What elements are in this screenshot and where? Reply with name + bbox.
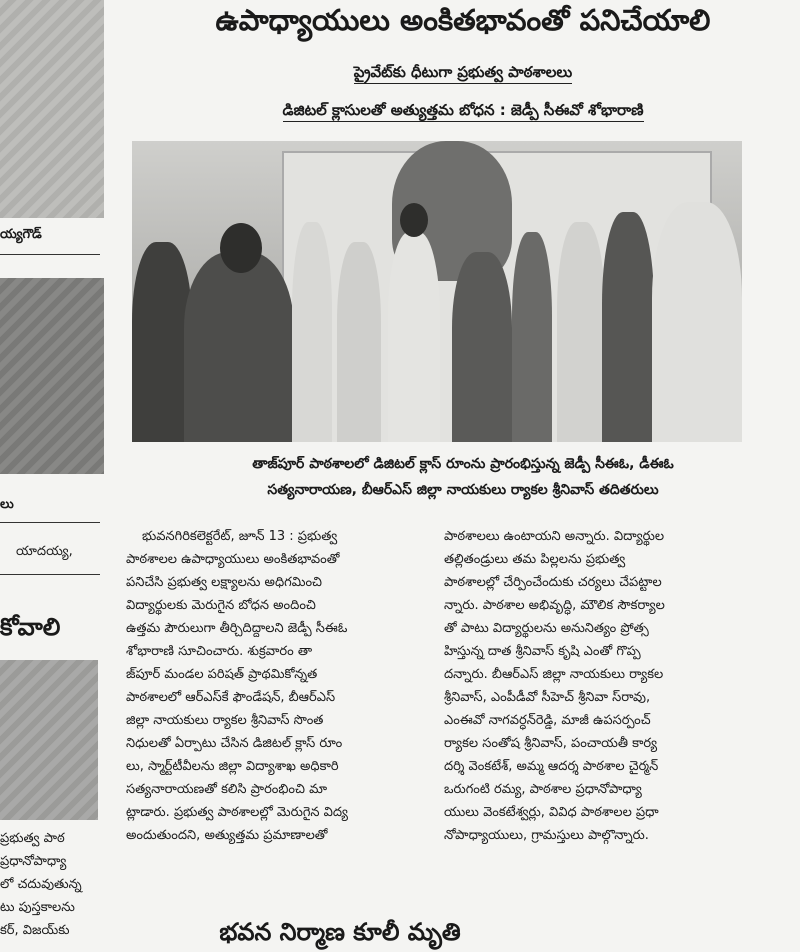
left-headline-fragment: కోవాలి	[0, 613, 61, 641]
left-text-2: ప్రధానోపాధ్యా	[0, 854, 67, 869]
article-subhead-2-text: డిజిటల్ క్లాసులతో అత్యుత్తమ బోధన : జెడ్పీ సీఈవో శోభారాణి	[283, 101, 644, 122]
bottom-headline: భవన నిర్మాణ కూలీ మృతి	[219, 918, 461, 946]
photo-person-4	[337, 242, 381, 442]
article-line: పనిచేసి ప్రభుత్వ లక్ష్యాలను అధిగమించి	[126, 575, 323, 590]
left-caption-2: లు	[0, 497, 14, 512]
article-line: దన్నారు. బీఆర్ఎస్ జిల్లా నాయకులు ర్యాకల	[444, 667, 664, 682]
photo-person-5	[388, 232, 440, 442]
article-line: భువనగిరికలెక్టరేట్, జూన్ 13 : ప్రభుత్వ	[142, 529, 338, 544]
article-line: శ్రీనివాస్, ఎంపీడీవో సీహెచ్ శ్రీనివా స్‌రావు,	[444, 690, 651, 705]
photo-caption-line-2: సత్యనారాయణ, బీఆర్ఎస్ జిల్లా నాయకులు ర్యాకల శ్రీనివాస్ తదితరులు	[267, 482, 659, 498]
photo-person-8	[557, 222, 605, 442]
article-line: న్నారు. పాఠశాల అభివృద్ధి, మౌలిక సౌకర్యాల	[444, 598, 665, 613]
article-line: విద్యార్థులకు మెరుగైన బోధన అందించి	[126, 598, 316, 613]
article-line: ఎంఈవో నాగవర్ధన్‌రెడ్డి, మాజీ ఉపసర్పంచ్	[444, 713, 651, 728]
left-text-line: యాదయ్య,	[16, 544, 73, 559]
photo-person-1	[132, 242, 192, 442]
article-photo	[132, 141, 742, 442]
article-line: ఒరుగంటి రమ్య, పాఠశాల ప్రధానోపాధ్యా	[444, 782, 642, 797]
article-line: హిస్తున్న దాత శ్రీనివాస్ కృషి ఎంతో గొప్ప	[444, 644, 641, 659]
photo-person-5-head	[400, 203, 428, 237]
left-photo-bottom	[0, 660, 98, 820]
photo-person-10	[652, 202, 742, 442]
article-line: పాఠశాలలు ఉంటాయని అన్నారు. విద్యార్థుల	[444, 529, 665, 544]
article-line: పాఠశాలల్లో చేర్పించేందుకు చర్యలు చేపట్టాల	[444, 575, 662, 590]
left-caption-1: య్యగౌడ్	[0, 227, 42, 242]
article-line: తో పాటు విద్యార్థులను అనునిత్యం ప్రోత్స	[444, 621, 649, 636]
left-rule-1	[0, 254, 100, 255]
article-subhead-1-text: ప్రైవేట్‌కు ధీటుగా ప్రభుత్వ పాఠశాలలు	[354, 63, 572, 84]
article-line: నోపాధ్యాయులు, గ్రామస్తులు పాల్గొన్నారు.	[444, 828, 649, 843]
article-subhead-2	[126, 100, 800, 120]
left-rule-2	[0, 522, 100, 523]
photo-person-9	[602, 212, 654, 442]
article-line: యులు వెంకటేశ్వర్లు, వివిధ పాఠశాలల ప్రధా	[444, 805, 659, 820]
left-column	[0, 0, 104, 952]
photo-person-6	[452, 252, 512, 442]
main-article	[126, 0, 800, 952]
left-text-3: లో చదువుతున్న	[0, 877, 82, 892]
photo-caption-line-1: తాజ్‌పూర్ పాఠశాలలో డిజిటల్ క్లాస్ రూంను ప్రారంభిస్తున్న జెడ్పీ సీఈఓ, డీఈఓ	[252, 456, 674, 472]
article-line: జ్‌పూర్ మండల పరిషత్ ప్రాథమికోన్నత	[126, 667, 318, 682]
left-photo-middle	[0, 278, 104, 474]
article-line: ర్యాకల సంతోష శ్రీనివాస్, పంచాయతీ కార్య	[444, 736, 658, 751]
article-line: జిల్లా నాయకులు ర్యాకల శ్రీనివాస్ సొంత	[126, 713, 324, 728]
left-text-1: ప్రభుత్వ పాఠ	[0, 831, 65, 846]
article-line: నిధులతో ఏర్పాటు చేసిన డిజిటల్ క్లాస్ రూం	[126, 736, 343, 751]
article-line: అందుతుందని, అత్యుత్తమ ప్రమాణాలతో	[126, 828, 328, 843]
article-subhead-1	[126, 62, 800, 82]
article-line: ట్లాడారు. ప్రభుత్వ పాఠశాలల్లో మెరుగైన విద్య	[126, 805, 348, 820]
photo-person-3	[292, 222, 332, 442]
left-text-4: టు పుస్తకాలను	[0, 900, 75, 915]
photo-person-2-head	[220, 223, 262, 273]
article-line: లు, స్మార్ట్‌టీవీలను జిల్లా విద్యాశాఖ అధికారి	[126, 759, 339, 774]
photo-person-7	[512, 232, 552, 442]
article-line: శోభారాణి సూచించారు. శుక్రవారం తా	[126, 644, 313, 659]
left-text-5: కర్, విజయ్‌కు	[0, 923, 70, 938]
article-line: పాఠశాలల ఉపాధ్యాయులు అంకితభావంతో	[126, 552, 340, 567]
left-rule-3	[0, 574, 100, 575]
article-line: సత్యనారాయణతో కలిసి ప్రారంభించి మా	[126, 782, 328, 797]
article-line: దర్శి వెంకటేశ్, అమ్మ ఆదర్శ పాఠశాల చైర్మన్	[444, 759, 659, 774]
article-headline: ఉపాధ్యాయులు అంకితభావంతో పనిచేయాలి	[215, 3, 711, 37]
article-line: తల్లితండ్రులు తమ పిల్లలను ప్రభుత్వ	[444, 552, 626, 567]
article-line: ఉత్తమ పౌరులుగా తీర్చిదిద్దాలని జెడ్పీ సీఈఓ	[126, 621, 348, 636]
left-photo-top	[0, 0, 104, 218]
article-line: పాఠశాలలో ఆర్ఎస్‌కే ఫౌండేషన్, బీఆర్ఎస్	[126, 690, 336, 705]
article-column-1	[126, 525, 416, 847]
article-column-2	[444, 525, 734, 847]
photo-person-2	[184, 252, 294, 442]
